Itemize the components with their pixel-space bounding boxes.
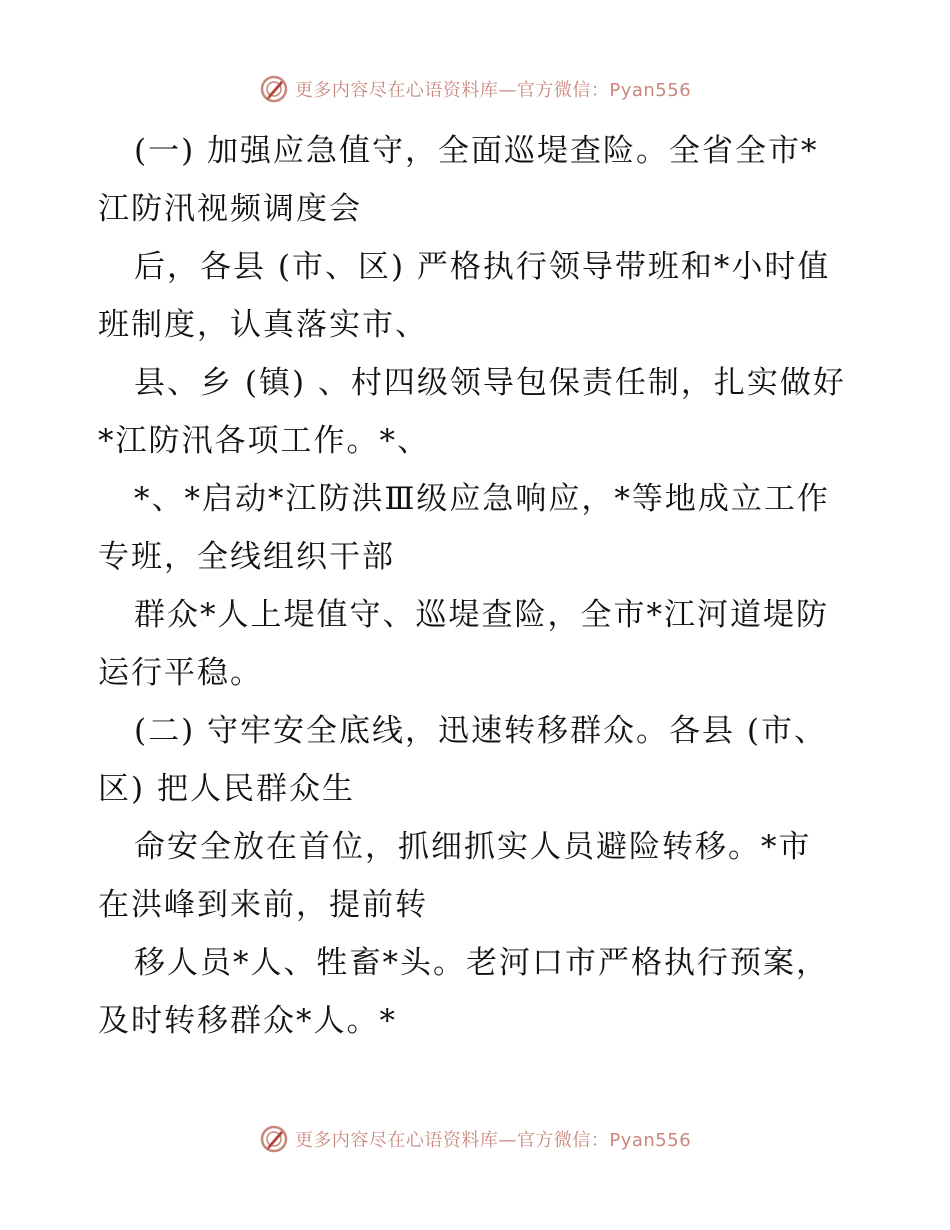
- body-line: 专班，全线组织干部: [98, 539, 395, 575]
- brand-logo-icon: [259, 1124, 289, 1154]
- body-line: 后，各县 (市、区) 严格执行领导带班和*小时值: [134, 249, 831, 285]
- body-line: 群众*人上堤值守、巡堤查险，全市*江河道堤防: [134, 597, 829, 633]
- body-line: 班制度，认真落实市、: [98, 307, 428, 343]
- body-line: 及时转移群众*人。*: [98, 1003, 397, 1039]
- watermark-text: 更多内容尽在心语资料库—官方微信：Pyan556: [294, 80, 692, 101]
- body-line: (一) 加强应急值守，全面巡堤查险。全省全市*: [134, 133, 819, 169]
- body-line: 县、乡 (镇) 、村四级领导包保责任制，扎实做好: [134, 365, 846, 401]
- document-body: [98, 122, 858, 1050]
- body-line: 江防汛视频调度会: [98, 191, 362, 227]
- footer-watermark: [0, 1124, 950, 1154]
- body-line: *、*启动*江防洪Ⅲ级应急响应，*等地成立工作: [134, 481, 830, 517]
- body-line: *江防汛各项工作。*、: [98, 423, 430, 459]
- header-watermark: [0, 74, 950, 104]
- watermark-text: 更多内容尽在心语资料库—官方微信：Pyan556: [294, 1130, 692, 1151]
- brand-logo-icon: [259, 74, 289, 104]
- body-line: 移人员*人、牲畜*头。老河口市严格执行预案，: [134, 945, 829, 981]
- body-line: 区) 把人民群众生: [98, 771, 355, 807]
- body-line: (二) 守牢安全底线，迅速转移群众。各县 (市、: [134, 713, 827, 749]
- body-line: 命安全放在首位，抓细抓实人员避险转移。*市: [134, 829, 812, 865]
- body-line: 在洪峰到来前，提前转: [98, 887, 428, 923]
- body-line: 运行平稳。: [98, 655, 263, 691]
